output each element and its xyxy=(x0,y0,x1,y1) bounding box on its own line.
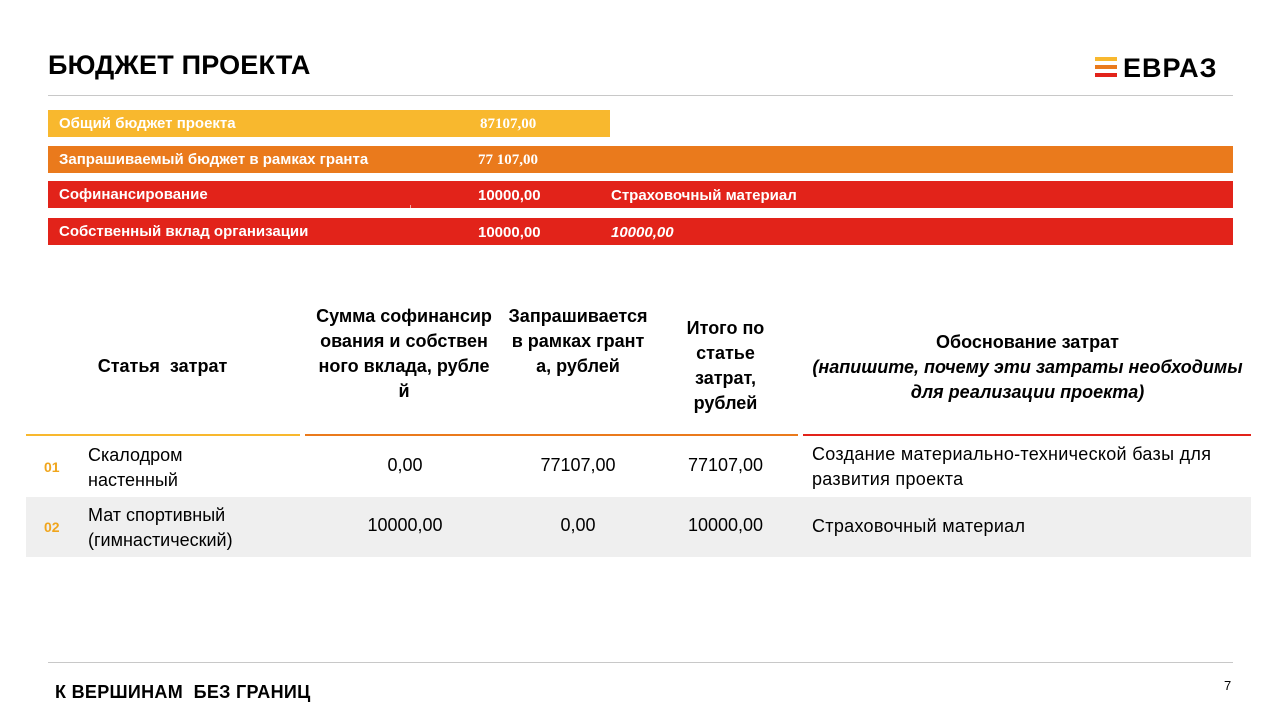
budget-cofinance-label: Софинансирование xyxy=(59,186,208,203)
header-underline-2 xyxy=(305,434,798,436)
row-justification: Создание материально-технической базы для развития проекта xyxy=(812,444,1212,489)
budget-grant-label: Запрашиваемый бюджет в рамках гранта xyxy=(59,151,369,168)
row-number: 02 xyxy=(44,519,60,535)
row-number: 01 xyxy=(44,459,60,475)
header-divider xyxy=(48,95,1233,96)
row-justification: Страховочный материал xyxy=(812,516,1026,536)
budget-own-contribution-label: Собственный вклад организации xyxy=(59,223,309,240)
row-item: Скалодром настенный xyxy=(88,445,183,490)
budget-own-contribution-value: 10000,00 xyxy=(478,224,541,241)
budget-own-contribution-bar xyxy=(48,218,1233,245)
header-underline-3 xyxy=(803,434,1251,436)
logo-text: ЕВРАЗ xyxy=(1123,53,1218,83)
footer-divider xyxy=(48,662,1233,663)
row-grant: 77107,00 xyxy=(540,455,616,475)
row-item: Мат спортивный (гимнастический) xyxy=(88,505,233,550)
page-title: БЮДЖЕТ ПРОЕКТА xyxy=(48,50,311,80)
budget-grant-value: 77 107,00 xyxy=(478,152,538,168)
evraz-logo xyxy=(1095,55,1235,81)
budget-total-value: 87107,00 xyxy=(480,116,537,132)
header-underline-1 xyxy=(26,434,300,436)
bar-separator xyxy=(410,205,411,208)
header-cost-item: Статья затрат xyxy=(97,356,228,376)
row-grant: 0,00 xyxy=(560,515,596,535)
header-cofinance: Сумма софинансирования и собственного вклада, рублей xyxy=(316,306,492,401)
row-cofinance: 10000,00 xyxy=(367,515,443,535)
row-cofinance: 0,00 xyxy=(387,455,423,475)
row-total: 10000,00 xyxy=(687,515,764,535)
logo-stripes-icon xyxy=(1095,57,1117,79)
header-total: Итого по статье затрат, рублей xyxy=(686,318,765,413)
page-number: 7 xyxy=(1224,678,1232,693)
header-grant: Запрашивается в рамках гранта, рублей xyxy=(508,306,648,376)
budget-own-contribution-note: 10000,00 xyxy=(611,224,674,241)
budget-cofinance-note: Страховочный материал xyxy=(611,187,797,204)
budget-cofinance-value: 10000,00 xyxy=(478,187,541,204)
budget-total-bar xyxy=(48,110,610,137)
row-total: 77107,00 xyxy=(687,455,764,475)
table-row xyxy=(26,437,1251,497)
budget-total-label: Общий бюджет проекта xyxy=(59,115,236,132)
header-justification: Обоснование затрат xyxy=(936,332,1119,352)
budget-grant-bar xyxy=(48,146,1233,173)
footer-slogan: К ВЕРШИНАМ БЕЗ ГРАНИЦ xyxy=(55,682,311,702)
budget-cofinance-bar xyxy=(48,181,1233,208)
table-row xyxy=(26,497,1251,557)
header-justification-hint: (напишите, почему эти затраты необходимы для реализации проекта) xyxy=(812,357,1243,402)
